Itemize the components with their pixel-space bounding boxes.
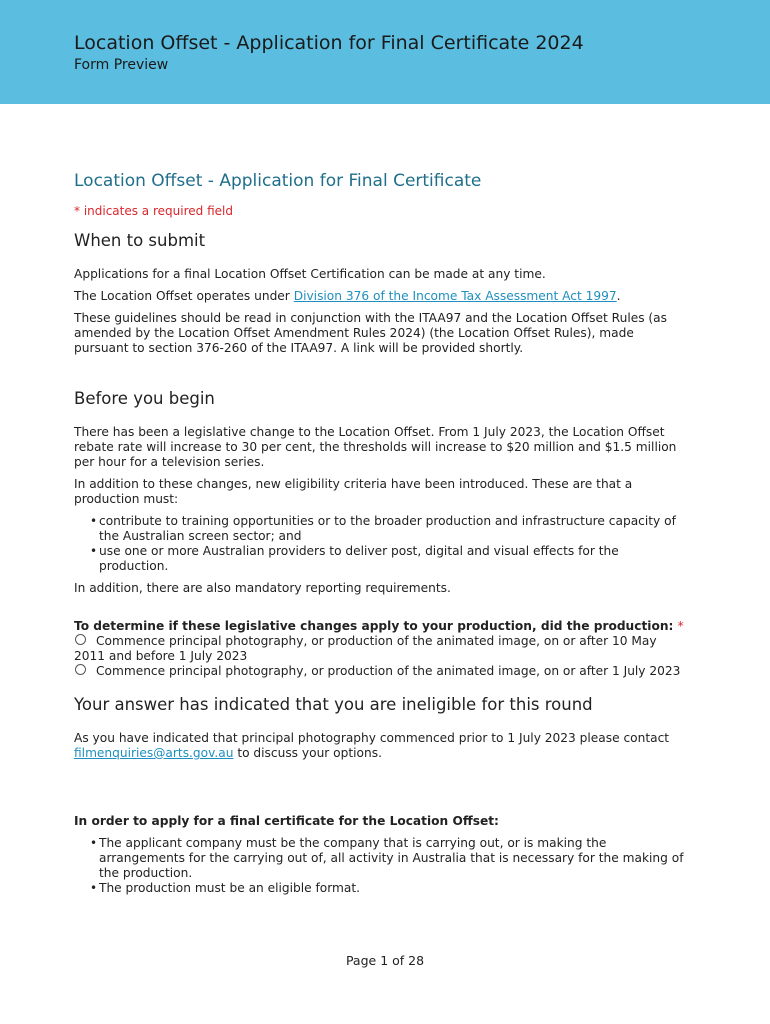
radio-button-icon[interactable] [75,634,86,645]
filmenquiries-email-link[interactable]: filmenquiries@arts.gov.au [74,746,234,760]
bullet-icon: • [90,544,98,558]
section-spacer [74,603,684,619]
ineligible-paragraph [74,731,684,761]
list-item [90,881,684,896]
legislation-text: The Location Offset operates under [74,289,294,303]
apply-requirements-list [74,836,684,896]
radio-button-icon[interactable] [75,664,86,675]
radio-option-label: Commence principal photography, or production of the animated image, on or after 10 May 2011 and before 1 July 2023 [74,634,657,663]
when-to-submit-paragraph-3: These guidelines should be read in conjunction with the ITAA97 and the Location Offset Rules (as amended by the Location Offset Amendment Rules 2024) (the Location Offset Rules), made pursuant to section 376-260 of the ITAA97. A link will be provided shortly. [74,311,667,355]
list-item [90,836,684,881]
question-text: To determine if these legislative changes apply to your production, did the production: [74,619,678,633]
list-item-text: The applicant company must be the company that is carrying out, or is making the arrangements for the carrying out of, all activity in Australia that is necessary for the making of the production. [99,836,684,880]
ineligible-heading: Your answer has indicated that you are ineligible for this round [74,695,593,714]
eligibility-criteria-list [74,514,684,574]
radio-option-before-2023[interactable] [74,634,684,664]
ineligible-text: As you have indicated that principal photography commenced prior to 1 July 2023 please contact [74,731,670,745]
bullet-icon: • [90,514,98,528]
list-item-text: use one or more Australian providers to deliver post, digital and visual effects for the production. [99,544,619,573]
document-subtitle: Form Preview [74,57,169,73]
ineligible-suffix: to discuss your options. [233,746,382,760]
before-you-begin-paragraph-2: In addition to these changes, new eligibility criteria have been introduced. These are that a production must: [74,477,633,506]
required-field-note: * indicates a required field [74,204,233,218]
when-to-submit-paragraph-1: Applications for a final Location Offset Certification can be made at any time. [74,267,546,281]
section-spacer [74,363,684,389]
radio-option-label: Commence principal photography, or production of the animated image, on or after 1 July 2023 [96,664,681,678]
bullet-icon: • [90,836,98,850]
apply-requirements-heading: In order to apply for a final certificate for the Location Offset: [74,814,499,828]
production-question-label [74,619,684,634]
form-content [74,170,684,903]
document-title: Location Offset - Application for Final Certificate 2024 [74,32,584,54]
bullet-icon: • [90,881,98,895]
when-to-submit-paragraph-2 [74,289,684,304]
form-title: Location Offset - Application for Final Certificate [74,171,482,191]
header-banner [0,0,770,104]
before-you-begin-heading: Before you begin [74,389,215,408]
list-item [90,544,684,574]
list-item-text: The production must be an eligible format. [99,881,361,895]
required-marker: * [677,619,684,633]
list-item-text: contribute to training opportunities or to the broader production and infrastructure capacity of the Australian screen sector; and [99,514,676,543]
section-spacer [74,768,684,814]
when-to-submit-heading: When to submit [74,231,206,250]
radio-option-after-2023[interactable] [74,664,684,679]
legislation-suffix: . [616,289,621,303]
division-376-link[interactable]: Division 376 of the Income Tax Assessment Act 1997 [293,289,617,303]
before-you-begin-paragraph-3: In addition, there are also mandatory reporting requirements. [74,581,451,595]
page-number: Page 1 of 28 [345,953,425,968]
before-you-begin-paragraph-1: There has been a legislative change to the Location Offset. From 1 July 2023, the Location Offset rebate rate will increase to 30 per cent, the thresholds will increase to $20 million and $1.5 million per hour for a television series. [74,425,677,469]
list-item [90,514,684,544]
